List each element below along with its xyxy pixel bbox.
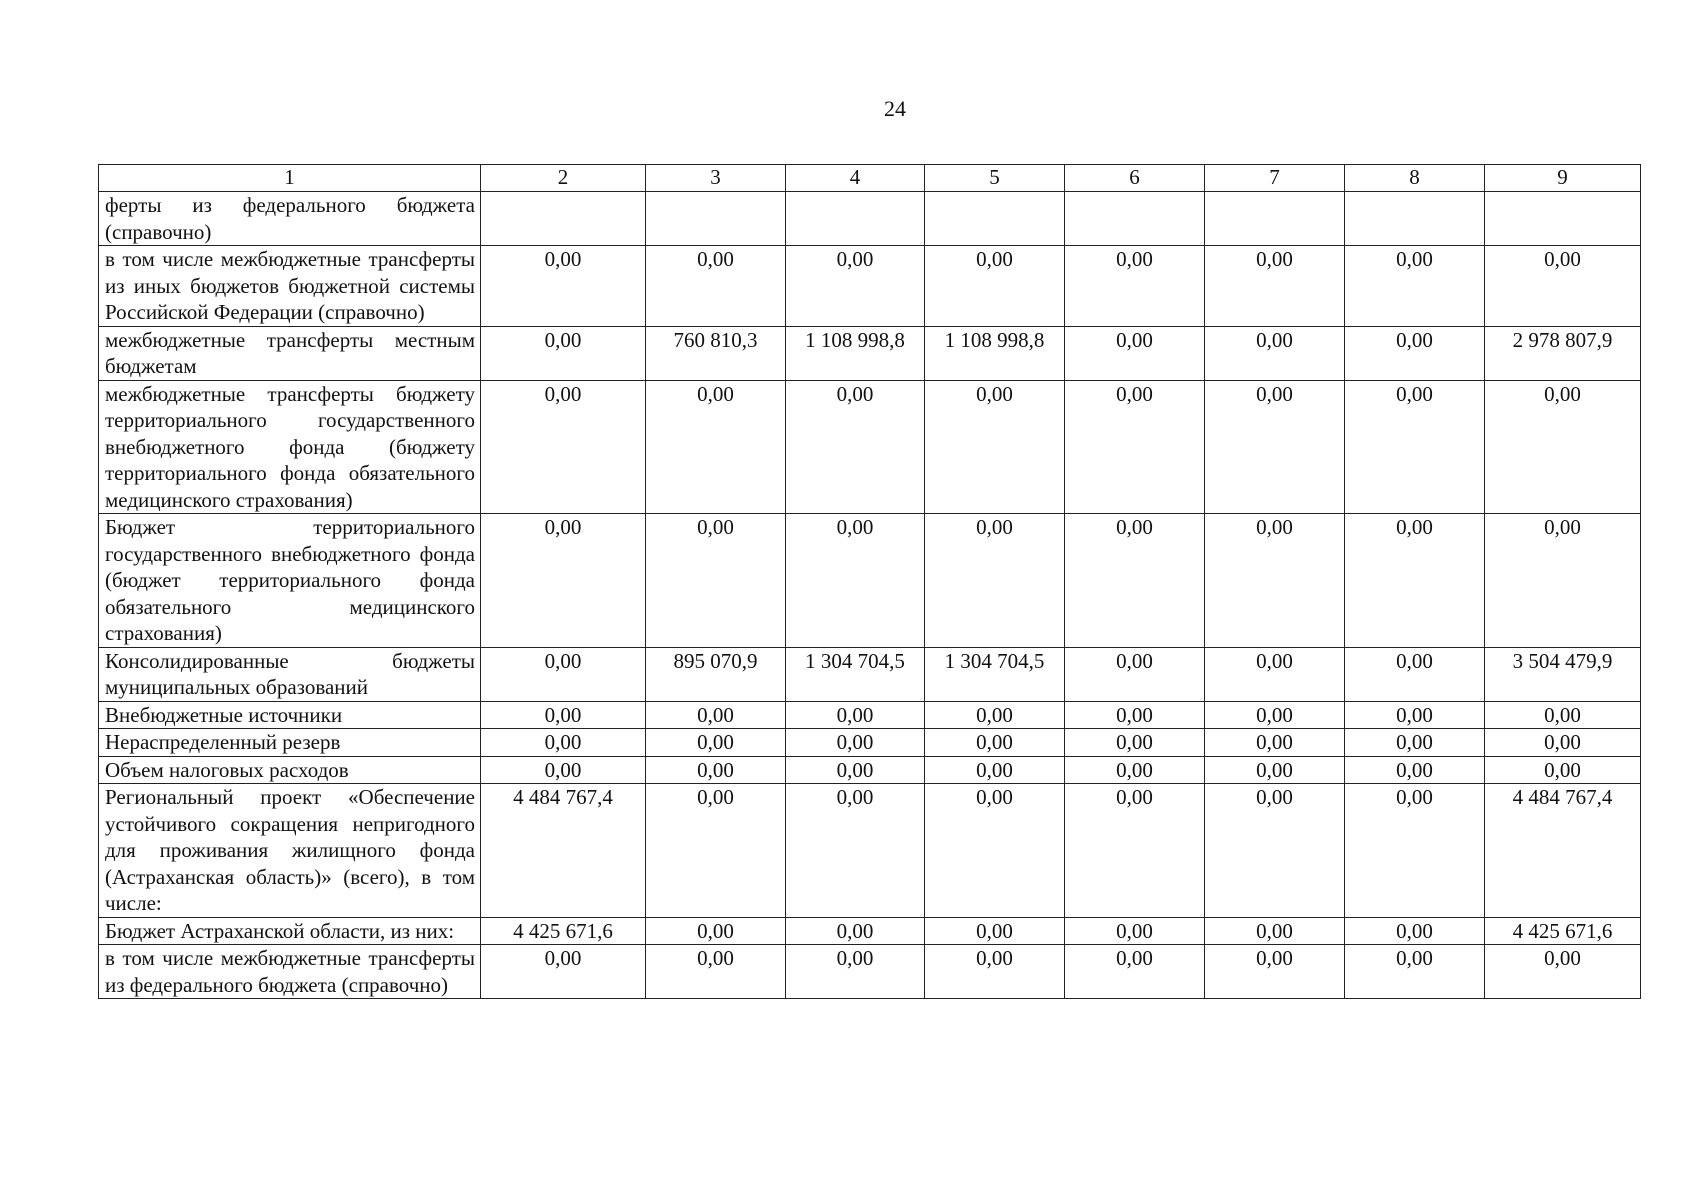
value-cell: 0,00 [786, 784, 925, 918]
value-cell: 0,00 [1205, 729, 1345, 757]
value-cell: 0,00 [481, 701, 646, 729]
value-cell: 0,00 [481, 246, 646, 327]
value-cell: 0,00 [481, 326, 646, 380]
value-cell: 0,00 [925, 729, 1065, 757]
value-cell [1205, 192, 1345, 246]
value-cell: 0,00 [786, 756, 925, 784]
value-cell: 1 108 998,8 [786, 326, 925, 380]
column-header: 5 [925, 165, 1065, 192]
value-cell: 0,00 [1485, 756, 1641, 784]
value-cell: 0,00 [786, 701, 925, 729]
value-cell: 0,00 [925, 514, 1065, 648]
value-cell: 0,00 [1345, 514, 1485, 648]
value-cell: 895 070,9 [646, 647, 786, 701]
value-cell: 0,00 [1205, 945, 1345, 999]
table-row [99, 246, 1641, 327]
table-row [99, 380, 1641, 514]
value-cell: 0,00 [646, 514, 786, 648]
value-cell: 1 304 704,5 [786, 647, 925, 701]
table-body [99, 192, 1641, 999]
value-cell: 0,00 [1205, 246, 1345, 327]
value-cell: 0,00 [1065, 647, 1205, 701]
value-cell: 0,00 [1345, 784, 1485, 918]
table-row [99, 729, 1641, 757]
row-label: в том числе межбюджетные трансферты из иных бюджетов бюджетной системы Российской Федерации (справочно) [99, 246, 481, 327]
value-cell [1065, 192, 1205, 246]
value-cell: 0,00 [646, 380, 786, 514]
value-cell: 0,00 [481, 756, 646, 784]
value-cell: 0,00 [646, 246, 786, 327]
value-cell [646, 192, 786, 246]
column-header: 6 [1065, 165, 1205, 192]
value-cell: 0,00 [1345, 380, 1485, 514]
value-cell: 0,00 [925, 701, 1065, 729]
value-cell: 0,00 [1345, 246, 1485, 327]
value-cell: 0,00 [1205, 514, 1345, 648]
row-label: межбюджетные трансферты местным бюджетам [99, 326, 481, 380]
value-cell: 0,00 [1065, 756, 1205, 784]
row-label: Региональный проект «Обеспечение устойчивого сокращения непригодного для проживания жилищного фонда (Астраханская область)» (всего), в том числе: [99, 784, 481, 918]
table-row [99, 784, 1641, 918]
value-cell: 0,00 [786, 246, 925, 327]
value-cell: 0,00 [646, 784, 786, 918]
budget-table [98, 164, 1641, 999]
value-cell: 0,00 [1485, 380, 1641, 514]
column-header: 3 [646, 165, 786, 192]
table-row [99, 192, 1641, 246]
table-row [99, 756, 1641, 784]
value-cell: 1 108 998,8 [925, 326, 1065, 380]
value-cell: 0,00 [1065, 380, 1205, 514]
table-row [99, 514, 1641, 648]
value-cell: 0,00 [1065, 784, 1205, 918]
value-cell: 0,00 [925, 945, 1065, 999]
value-cell [481, 192, 646, 246]
value-cell: 0,00 [1205, 756, 1345, 784]
value-cell [1345, 192, 1485, 246]
table-row [99, 945, 1641, 999]
value-cell: 0,00 [481, 945, 646, 999]
value-cell: 0,00 [1485, 514, 1641, 648]
value-cell: 0,00 [1345, 917, 1485, 945]
value-cell: 0,00 [1205, 917, 1345, 945]
value-cell: 0,00 [1065, 246, 1205, 327]
value-cell: 0,00 [786, 945, 925, 999]
column-header: 4 [786, 165, 925, 192]
row-label: Бюджет Астраханской области, из них: [99, 917, 481, 945]
value-cell: 0,00 [1345, 729, 1485, 757]
value-cell: 760 810,3 [646, 326, 786, 380]
row-label: Нераспределенный резерв [99, 729, 481, 757]
value-cell: 0,00 [925, 784, 1065, 918]
value-cell: 0,00 [646, 917, 786, 945]
value-cell: 0,00 [1345, 945, 1485, 999]
value-cell: 0,00 [1205, 647, 1345, 701]
value-cell: 0,00 [646, 729, 786, 757]
row-label: межбюджетные трансферты бюджету территориального государственного внебюджетного фонда (бюджету территориального фонда обязательного медицинского страхования) [99, 380, 481, 514]
value-cell: 2 978 807,9 [1485, 326, 1641, 380]
value-cell: 0,00 [1485, 701, 1641, 729]
table-row [99, 917, 1641, 945]
value-cell: 0,00 [1065, 514, 1205, 648]
row-label: Консолидированные бюджеты муниципальных образований [99, 647, 481, 701]
value-cell: 4 484 767,4 [1485, 784, 1641, 918]
table-row [99, 647, 1641, 701]
row-label: Объем налоговых расходов [99, 756, 481, 784]
row-label: Бюджет территориального государственного внебюджетного фонда (бюджет территориального фонда обязательного медицинского страхования) [99, 514, 481, 648]
value-cell: 0,00 [925, 756, 1065, 784]
value-cell: 0,00 [1205, 326, 1345, 380]
value-cell: 0,00 [1065, 917, 1205, 945]
value-cell: 0,00 [1345, 756, 1485, 784]
header-row [99, 165, 1641, 192]
value-cell: 1 304 704,5 [925, 647, 1065, 701]
value-cell: 0,00 [1065, 326, 1205, 380]
value-cell: 0,00 [481, 380, 646, 514]
value-cell: 0,00 [646, 701, 786, 729]
value-cell: 0,00 [646, 756, 786, 784]
value-cell: 0,00 [1205, 380, 1345, 514]
value-cell: 3 504 479,9 [1485, 647, 1641, 701]
page-number: 24 [884, 96, 906, 121]
value-cell: 0,00 [1065, 945, 1205, 999]
value-cell: 4 425 671,6 [1485, 917, 1641, 945]
value-cell [786, 192, 925, 246]
row-label: в том числе межбюджетные трансферты из федерального бюджета (справочно) [99, 945, 481, 999]
value-cell: 0,00 [1065, 701, 1205, 729]
value-cell: 0,00 [1345, 701, 1485, 729]
value-cell: 0,00 [925, 246, 1065, 327]
row-label: Внебюджетные источники [99, 701, 481, 729]
column-header: 8 [1345, 165, 1485, 192]
value-cell: 0,00 [1485, 945, 1641, 999]
value-cell: 0,00 [786, 729, 925, 757]
value-cell: 0,00 [925, 380, 1065, 514]
value-cell: 4 484 767,4 [481, 784, 646, 918]
value-cell: 0,00 [646, 945, 786, 999]
value-cell: 0,00 [481, 514, 646, 648]
row-label: ферты из федерального бюджета (справочно) [99, 192, 481, 246]
table-row [99, 326, 1641, 380]
value-cell: 0,00 [786, 380, 925, 514]
table-row [99, 701, 1641, 729]
value-cell: 0,00 [1205, 784, 1345, 918]
value-cell: 0,00 [1485, 246, 1641, 327]
column-header: 2 [481, 165, 646, 192]
column-header: 9 [1485, 165, 1641, 192]
value-cell: 0,00 [1345, 647, 1485, 701]
value-cell: 4 425 671,6 [481, 917, 646, 945]
value-cell: 0,00 [1485, 729, 1641, 757]
value-cell: 0,00 [481, 647, 646, 701]
value-cell: 0,00 [925, 917, 1065, 945]
value-cell: 0,00 [481, 729, 646, 757]
value-cell: 0,00 [786, 917, 925, 945]
value-cell: 0,00 [1345, 326, 1485, 380]
value-cell [925, 192, 1065, 246]
value-cell: 0,00 [1065, 729, 1205, 757]
value-cell: 0,00 [1205, 701, 1345, 729]
column-header: 1 [99, 165, 481, 192]
value-cell [1485, 192, 1641, 246]
value-cell: 0,00 [786, 514, 925, 648]
column-header: 7 [1205, 165, 1345, 192]
